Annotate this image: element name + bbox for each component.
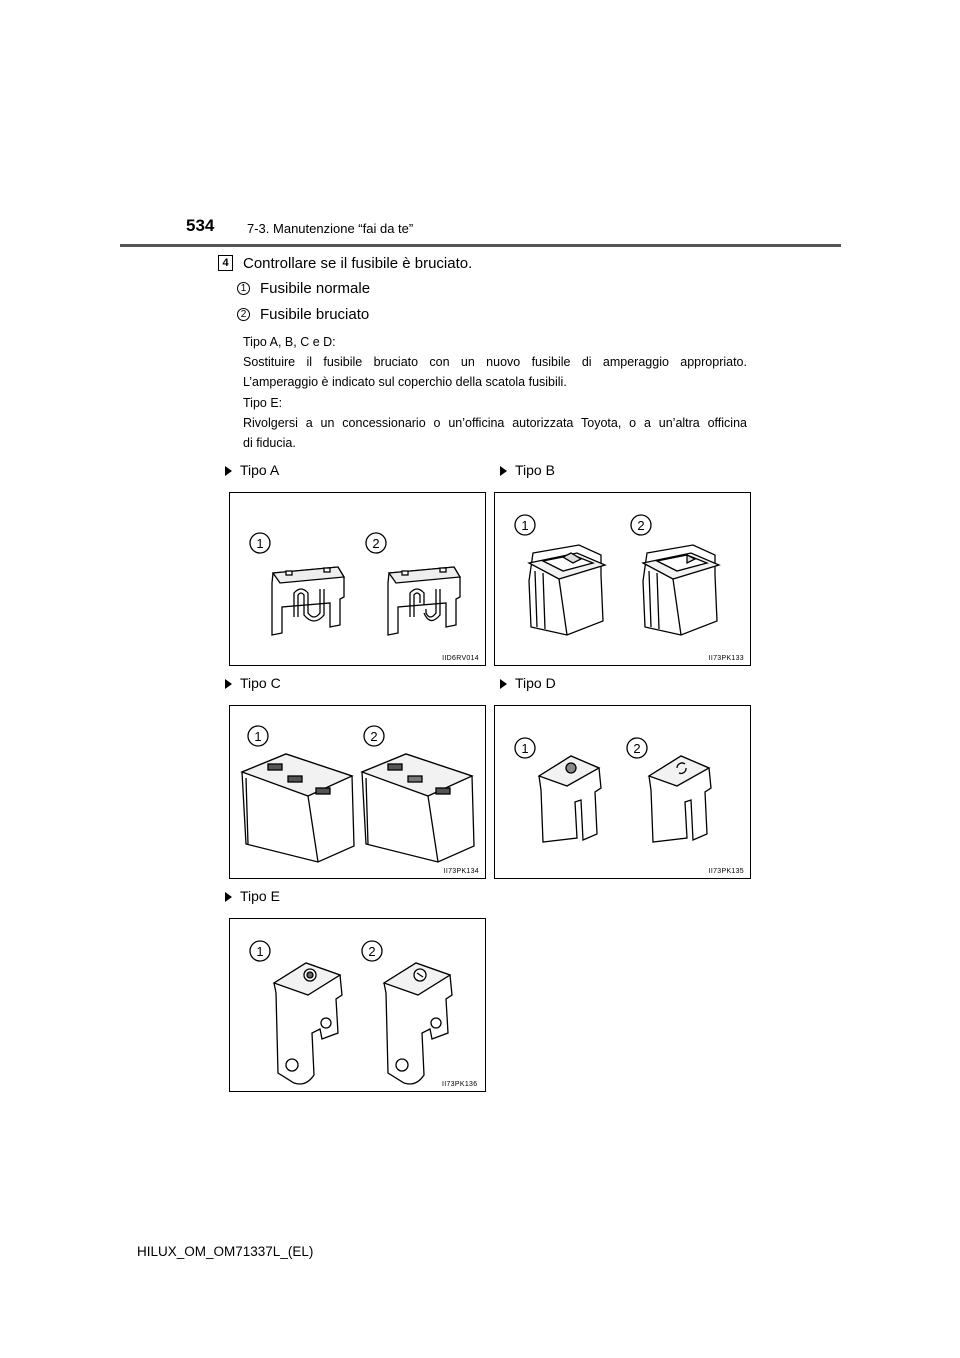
callout-2: 2: [370, 729, 378, 744]
figure-label-e: Tipo E: [225, 888, 280, 904]
callout-1: 1: [256, 944, 264, 959]
triangle-bullet-icon: [500, 466, 507, 476]
callout-1: 1: [521, 518, 529, 533]
note-abcd-heading: Tipo A, B, C e D:: [243, 335, 336, 349]
figure-panel-c: [229, 705, 486, 879]
figure-code: II73PK135: [708, 868, 744, 875]
note-e: [243, 393, 747, 453]
fuse-type-e-illustration: [230, 919, 487, 1093]
header-divider: [120, 244, 841, 247]
figure-code: II73PK134: [443, 868, 479, 875]
figure-panel-d: [494, 705, 751, 879]
note-abcd-line1: Sostituire il fusibile bruciato con un nuovo fusibile di amperaggio appropriato.: [243, 355, 747, 369]
step-title: Controllare se il fusibile è bruciato.: [243, 255, 473, 272]
callout-1: 1: [256, 536, 264, 551]
triangle-bullet-icon: [500, 679, 507, 689]
callout-2: 2: [633, 741, 641, 756]
figure-panel-a: [229, 492, 486, 666]
figure-panel-e: [229, 918, 486, 1092]
callout-2: 2: [368, 944, 376, 959]
fuse-type-c-illustration: [230, 706, 487, 880]
callout-1: 1: [521, 741, 529, 756]
figure-code: IID6RV014: [442, 655, 479, 662]
item-number-1: 1: [237, 282, 250, 295]
figure-code: II73PK133: [708, 655, 744, 662]
callout-1: 1: [254, 729, 262, 744]
fuse-type-d-illustration: [495, 706, 752, 880]
note-e-line2: di fiducia.: [243, 436, 296, 450]
note-abcd: [243, 332, 747, 392]
fuse-type-b-illustration: [495, 493, 752, 667]
triangle-bullet-icon: [225, 466, 232, 476]
callout-2: 2: [637, 518, 645, 533]
figure-label-d: Tipo D: [500, 675, 556, 691]
note-abcd-line2: L’amperaggio è indicato sul coperchio della scatola fusibili.: [243, 375, 567, 389]
triangle-bullet-icon: [225, 679, 232, 689]
note-e-line1: Rivolgersi a un concessionario o un’officina autorizzata Toyota, o a un’altra officina: [243, 416, 747, 430]
item-label-blown-fuse: Fusibile bruciato: [260, 306, 370, 323]
figure-label-b: Tipo B: [500, 462, 555, 478]
callout-2: 2: [372, 536, 380, 551]
fuse-type-a-illustration: [230, 493, 487, 667]
item-number-2: 2: [237, 308, 250, 321]
step-number-badge: 4: [218, 255, 233, 271]
triangle-bullet-icon: [225, 892, 232, 902]
figure-label-c: Tipo C: [225, 675, 281, 691]
page-number: 534: [186, 216, 215, 235]
section-title: 7-3. Manutenzione “fai da te”: [247, 221, 414, 236]
figure-code: II73PK136: [442, 1081, 478, 1088]
figure-label-a: Tipo A: [225, 462, 279, 478]
note-e-heading: Tipo E:: [243, 396, 283, 410]
document-code: HILUX_OM_OM71337L_(EL): [137, 1244, 314, 1259]
item-label-normal-fuse: Fusibile normale: [260, 280, 371, 297]
figure-panel-b: [494, 492, 751, 666]
